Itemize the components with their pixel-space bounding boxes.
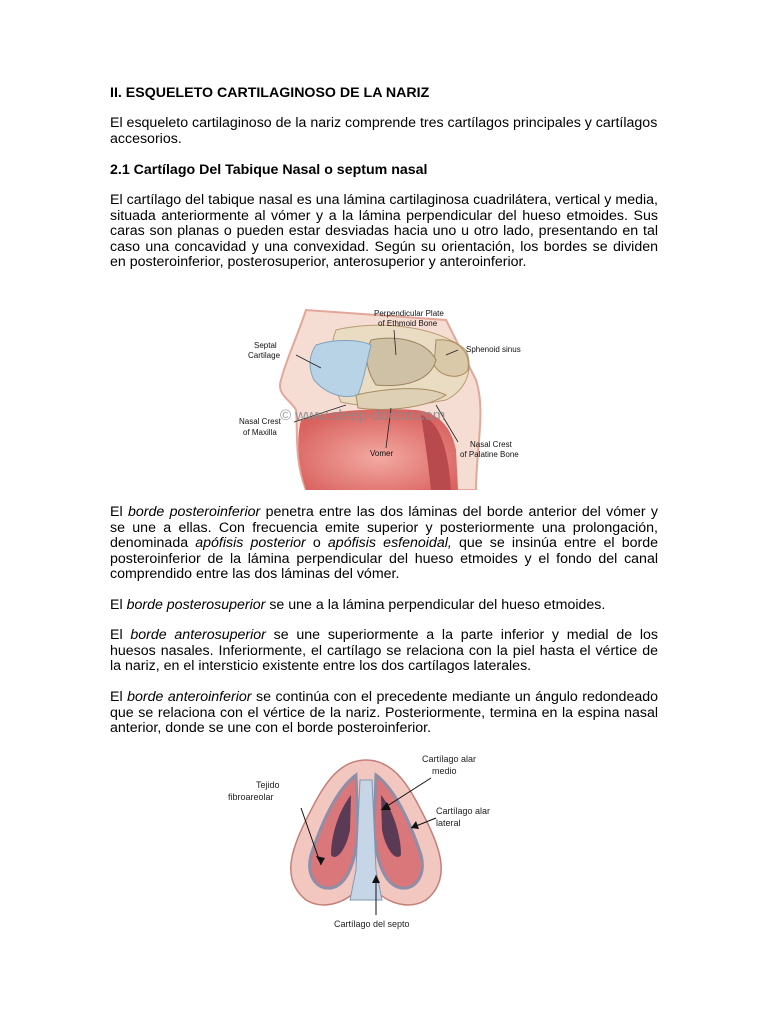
label-septal-2: Cartilage (248, 351, 281, 360)
figure-alar-cartilages (226, 750, 506, 930)
label-sphenoid-sinus: Sphenoid sinus (466, 345, 521, 354)
figure-nasal-septum (236, 300, 536, 490)
paragraph-borde-anteroinferior: El borde anteroinferior se continúa con el precedente mediante un ángulo redondeado que se relaciona con el vértice de la nariz. Posteriormente, termina en la espina nasal anterior, donde se une con el borde posteroinferior. (110, 689, 659, 737)
label-crest-palatine-2: of Palatine Bone (460, 450, 519, 459)
sphenoid-sinus (434, 340, 468, 377)
label-crest-palatine-1: Nasal Crest (470, 440, 512, 449)
label-crest-maxilla-2: of Maxilla (243, 428, 277, 437)
label-septal-1: Septal (254, 341, 277, 350)
paragraph-borde-posterosuperior: El borde posterosuperior se une a la lámina perpendicular del hueso etmoides. (110, 597, 606, 613)
paragraph-borde-posteroinferior: El borde posteroinferior penetra entre las dos láminas del borde anterior del vómer y se une a ellas. Con frecuencia emite superior y posteriormente una prolongación, denominada apófisis posterior o apófisis esfenoidal, que se insinúa entre el borde posteroinferior de la lámina perpendicular del hueso etmoides y el fondo del canal comprendido entre las dos láminas del vómer. (110, 504, 659, 583)
label-alar-lateral-1: Cartílago alar (436, 806, 491, 816)
label-septo: Cartílago del septo (334, 919, 410, 929)
subsection-title: 2.1 Cartílago Del Tabique Nasal o septum nasal (110, 162, 428, 178)
label-alar-lateral-2: lateral (436, 818, 461, 828)
label-alar-medio-2: medio (432, 766, 457, 776)
intro-paragraph: El esqueleto cartilaginoso de la nariz comprende tres cartílagos principales y cartílagos accesorios. (110, 115, 658, 147)
label-perpendicular-plate-2: of Ethmoid Bone (378, 319, 438, 328)
label-tejido-2: fibroareolar (228, 792, 274, 802)
label-perpendicular-plate-1: Perpendicular Plate (374, 309, 444, 318)
label-alar-medio-1: Cartílago alar (422, 754, 477, 764)
label-vomer: Vomer (370, 449, 394, 458)
paragraph-borde-anterosuperior: El borde anterosuperior se une superiormente a la parte inferior y medial de los huesos nasales. Inferiormente, el cartílago se relaciona con la piel hasta el vértice de la nariz, en el intersticio existente entre los dos cartílagos laterales. (110, 627, 658, 675)
label-crest-maxilla-1: Nasal Crest (239, 417, 281, 426)
section-title: II. ESQUELETO CARTILAGINOSO DE LA NARIZ (110, 85, 430, 101)
watermark: © www.sleep-doctor.com (280, 407, 446, 424)
paragraph-septum-description: El cartílago del tabique nasal es una lámina cartilaginosa cuadrilátera, vertical y media, situada anteriormente al vómer y a la lámina perpendicular del hueso etmoides. Sus caras son planas o pueden estar desviadas hacia uno u otro lado, presentando en tal caso una concavidad y una convexidad. Según su orientación, los bordes se dividen en posteroinferior, posterosuperior, anterosuperior y anteroinferior. (110, 192, 658, 271)
label-tejido-1: Tejido (256, 780, 280, 790)
